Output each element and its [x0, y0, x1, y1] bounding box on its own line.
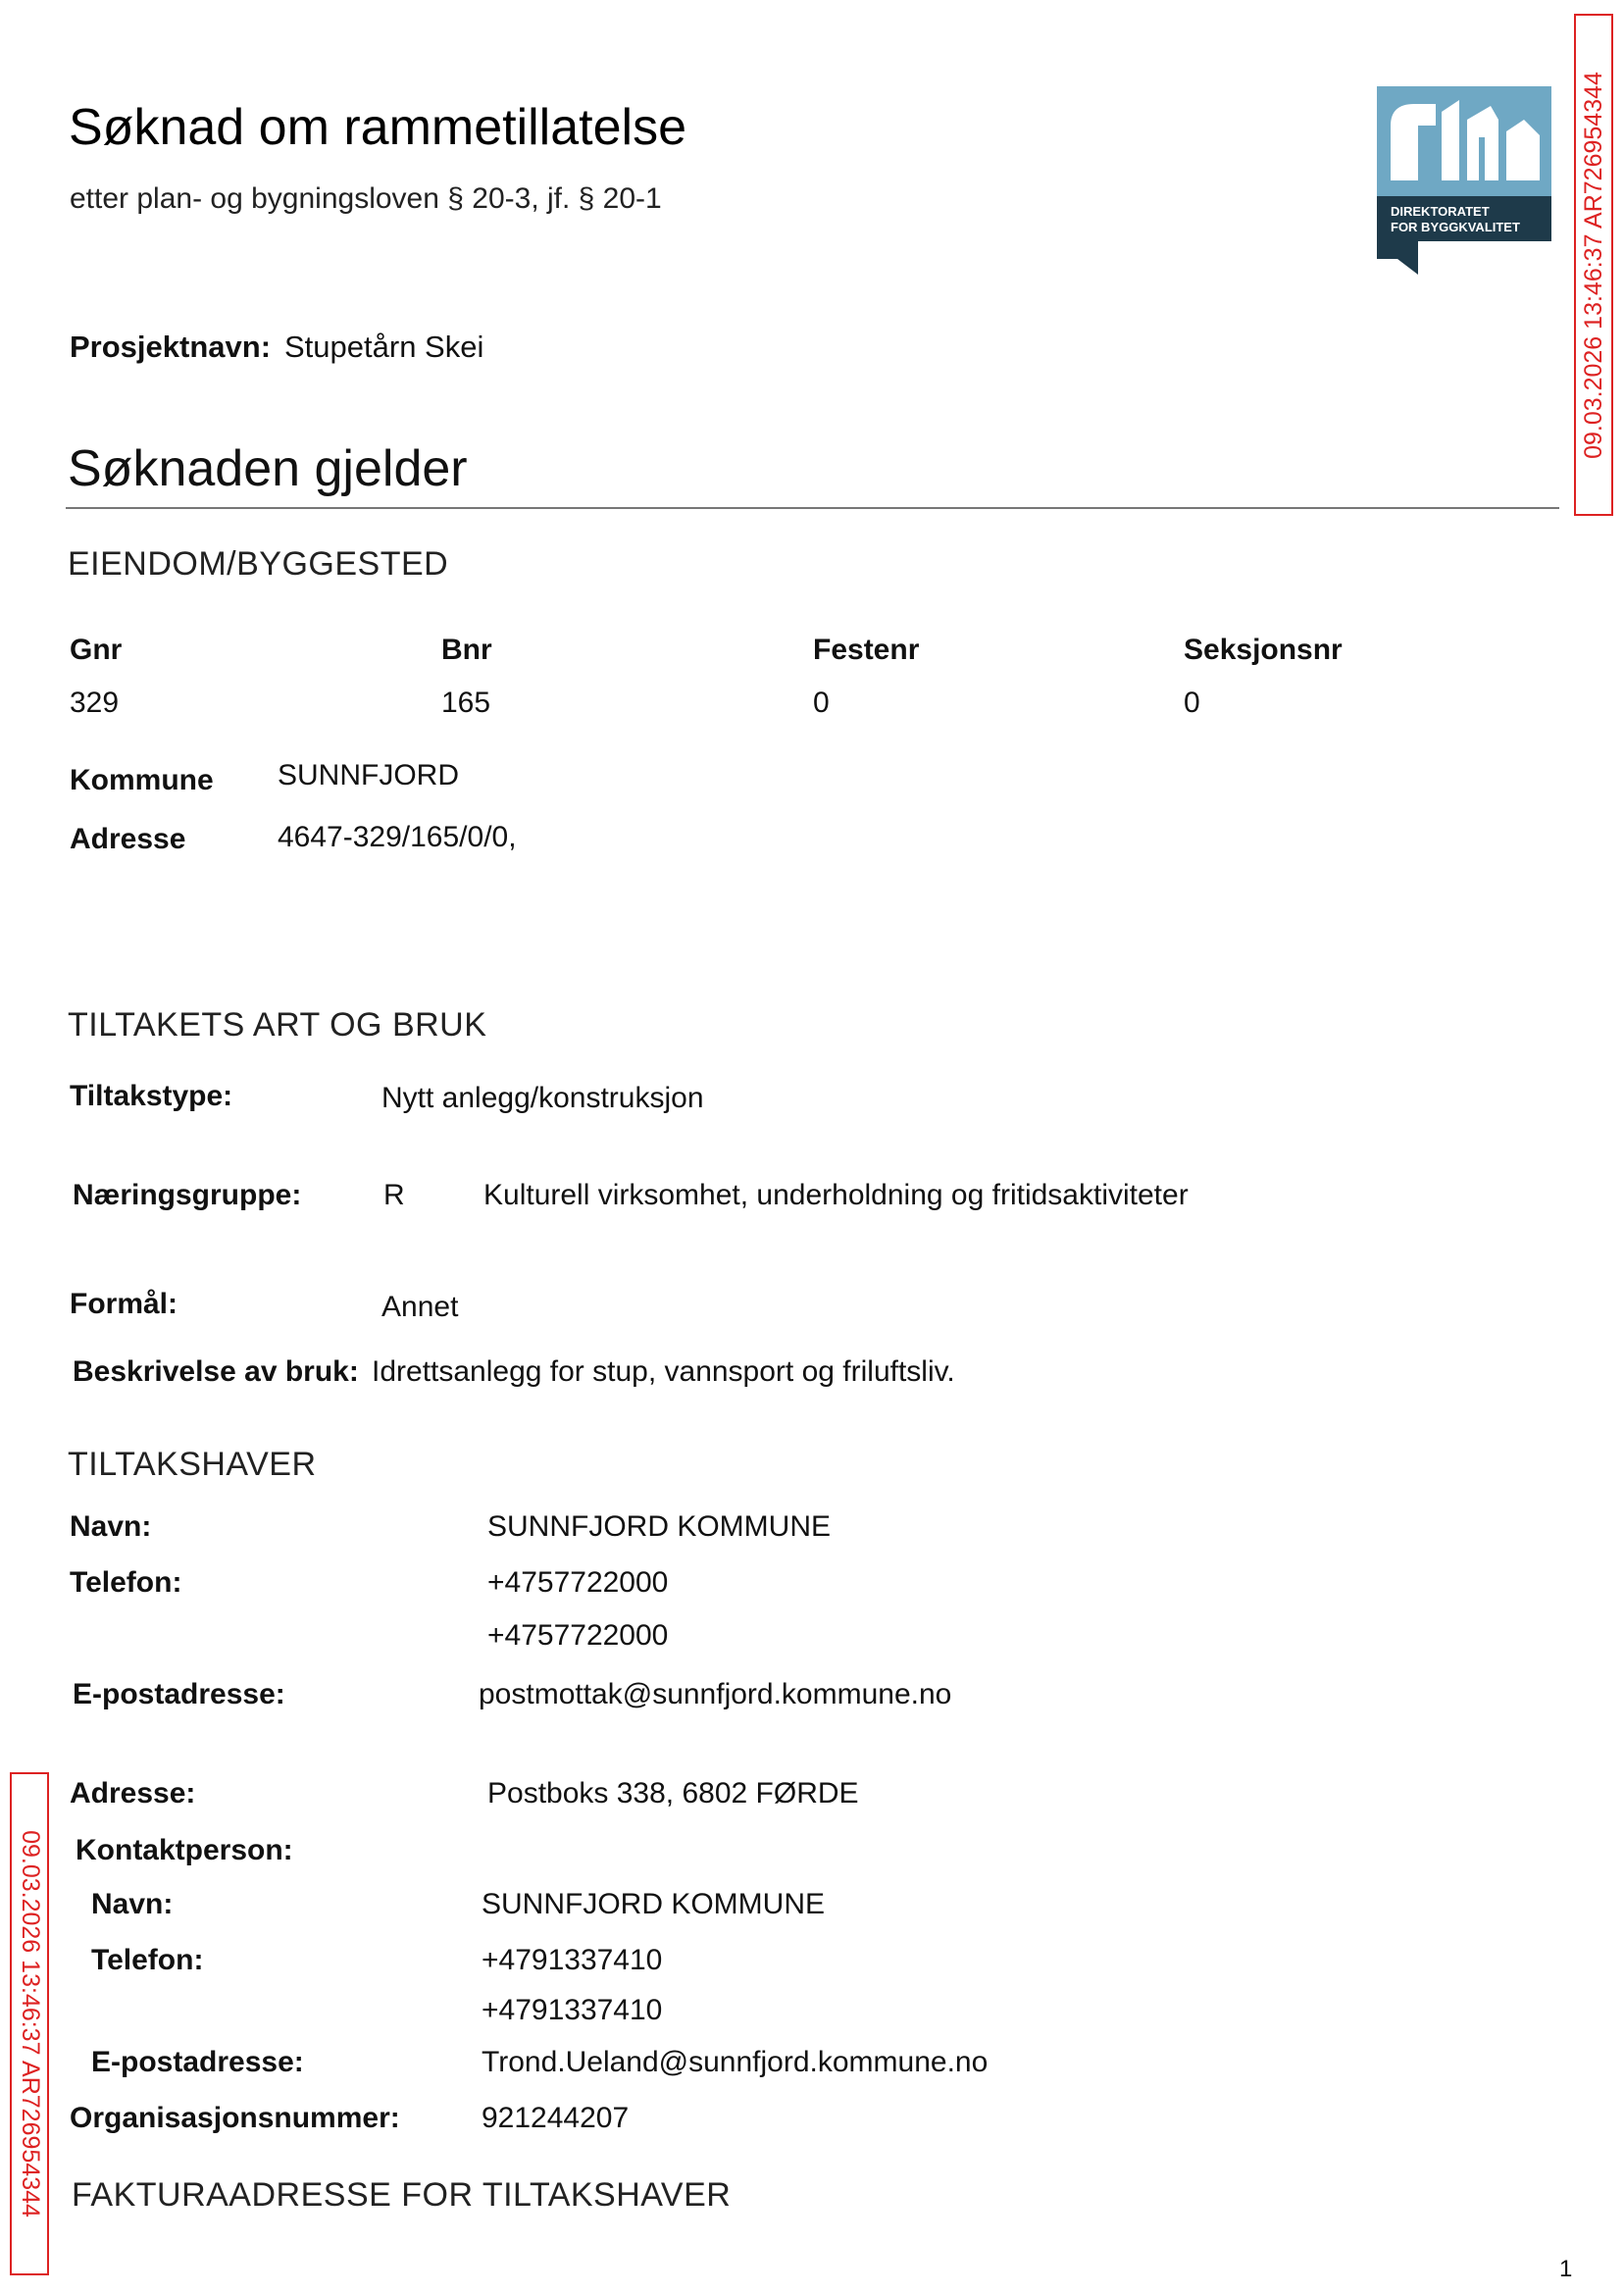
contact-phone-label: Telefon:: [91, 1944, 204, 1976]
seksjonsnr-value: 0: [1184, 687, 1200, 719]
owner-name-value: SUNNFJORD KOMMUNE: [487, 1510, 831, 1543]
owner-phone-value-1: +4757722000: [487, 1566, 669, 1599]
owner-phone-label: Telefon:: [70, 1566, 182, 1599]
industry-value: Kulturell virksomhet, underholdning og fritidsaktiviteter: [483, 1179, 1189, 1211]
owner-address-value: Postboks 338, 6802 FØRDE: [487, 1777, 859, 1810]
festenr-label: Festenr: [813, 634, 920, 666]
timestamp-stamp-left: [10, 1772, 49, 2275]
stamp-text: 09.03.2026 13:46:37 AR726954344: [16, 1830, 44, 2218]
project-name-label: Prosjektnavn:: [70, 330, 272, 364]
bnr-value: 165: [441, 687, 491, 719]
industry-code: R: [383, 1179, 405, 1211]
section-heading-owner: TILTAKSHAVER: [68, 1446, 317, 1483]
purpose-value: Annet: [381, 1291, 459, 1323]
section-heading-property: EIENDOM/BYGGESTED: [68, 545, 449, 583]
contact-phone-value-1: +4791337410: [482, 1944, 663, 1976]
section-heading-measure: TILTAKETS ART OG BRUK: [68, 1006, 487, 1044]
festenr-value: 0: [813, 687, 830, 719]
owner-email-value: postmottak@sunnfjord.kommune.no: [479, 1678, 952, 1710]
bnr-label: Bnr: [441, 634, 492, 666]
measure-type-value: Nytt anlegg/konstruksjon: [381, 1082, 704, 1114]
contact-person-label: Kontaktperson:: [76, 1834, 293, 1866]
municipality-label: Kommune: [70, 764, 214, 796]
owner-email-label: E-postadresse:: [73, 1678, 285, 1710]
contact-name-label: Navn:: [91, 1888, 174, 1920]
project-name-value: Stupetårn Skei: [284, 330, 484, 364]
contact-email-label: E-postadresse:: [91, 2046, 304, 2078]
contact-email-value: Trond.Ueland@sunnfjord.kommune.no: [482, 2046, 989, 2078]
owner-name-label: Navn:: [70, 1510, 152, 1543]
owner-address-label: Adresse:: [70, 1777, 196, 1810]
section-divider: [66, 507, 1559, 509]
dibk-logo: [1377, 86, 1551, 275]
measure-type-label: Tiltakstype:: [70, 1080, 233, 1112]
purpose-label: Formål:: [70, 1288, 178, 1320]
address-value: 4647-329/165/0/0,: [278, 821, 517, 853]
org-number-label: Organisasjonsnummer:: [70, 2102, 400, 2134]
page-number: 1: [1559, 2256, 1573, 2282]
org-number-value: 921244207: [482, 2102, 630, 2134]
logo-text-line1: DIREKTORATET: [1391, 204, 1490, 219]
document-subtitle: etter plan- og bygningsloven § 20-3, jf. § 20-1: [70, 182, 662, 215]
address-label: Adresse: [70, 823, 186, 855]
logo-text-line2: FOR BYGGKVALITET: [1391, 220, 1520, 234]
municipality-value: SUNNFJORD: [278, 759, 459, 791]
stamp-text: 09.03.2026 13:46:37 AR726954344: [1579, 71, 1607, 459]
industry-label: Næringsgruppe:: [73, 1179, 302, 1211]
owner-phone-value-2: +4757722000: [487, 1619, 669, 1652]
timestamp-stamp-right: [1574, 14, 1613, 516]
usage-label: Beskrivelse av bruk:: [73, 1355, 359, 1388]
document-title: Søknad om rammetillatelse: [69, 99, 686, 156]
section-heading-invoice: FAKTURAADRESSE FOR TILTAKSHAVER: [72, 2176, 732, 2214]
contact-name-value: SUNNFJORD KOMMUNE: [482, 1888, 825, 1920]
seksjonsnr-label: Seksjonsnr: [1184, 634, 1343, 666]
usage-value: Idrettsanlegg for stup, vannsport og friluftsliv.: [372, 1355, 955, 1388]
section-heading-applies: Søknaden gjelder: [68, 440, 468, 497]
gnr-label: Gnr: [70, 634, 123, 666]
dibk-logo-icon: [1377, 86, 1551, 275]
gnr-value: 329: [70, 687, 120, 719]
contact-phone-value-2: +4791337410: [482, 1994, 663, 2026]
